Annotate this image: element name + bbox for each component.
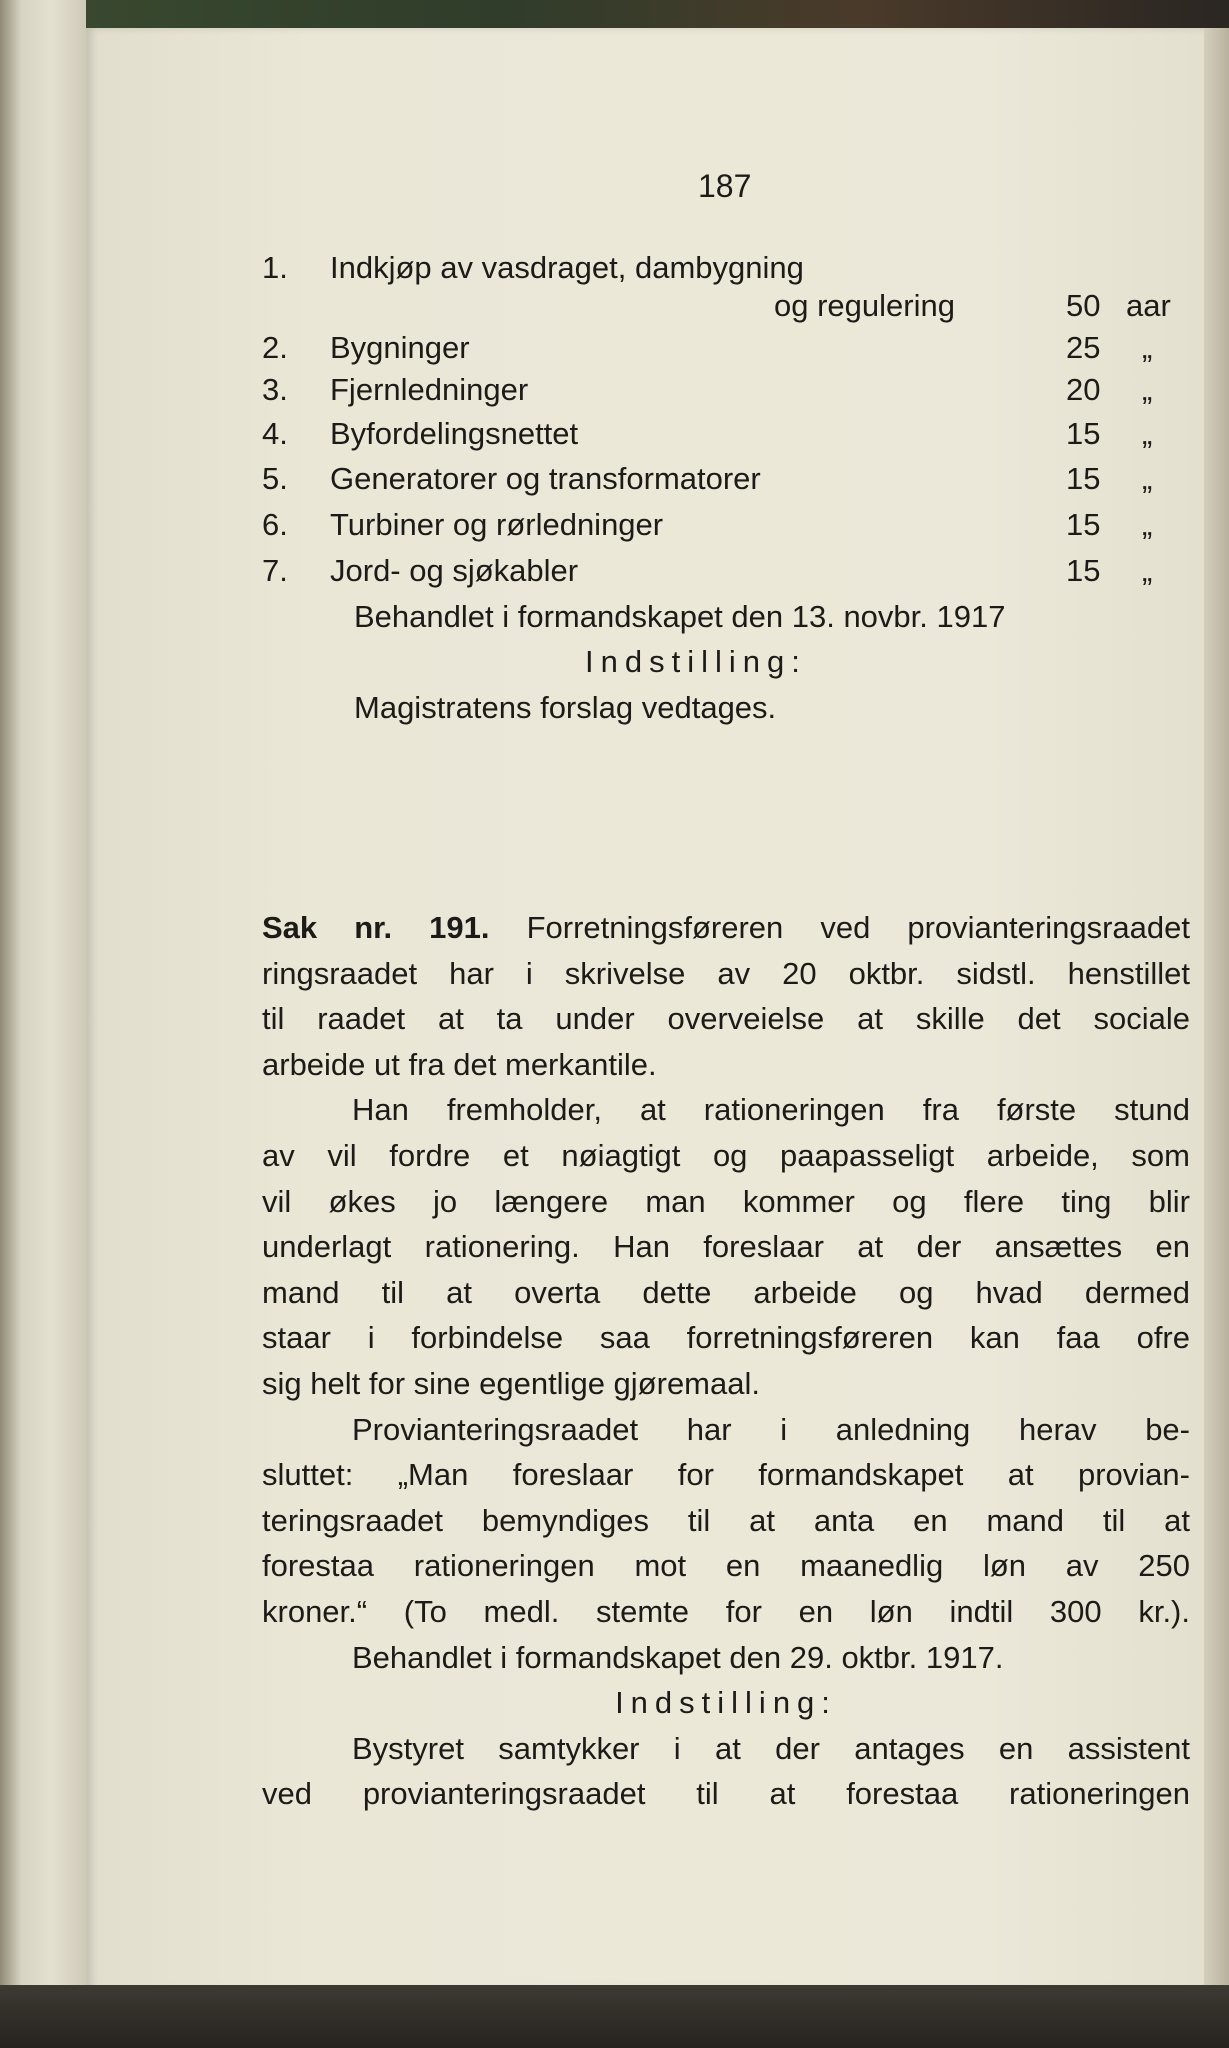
case-text-line: sluttet: „Man foreslaar for formandskapet at provian- bbox=[262, 1457, 1190, 1493]
list-item bbox=[262, 326, 1162, 370]
list-item-unit: „ bbox=[1142, 416, 1153, 451]
list-item-years: 15 bbox=[1066, 553, 1101, 588]
case-text-line: Han fremholder, at rationeringen fra første stund bbox=[352, 1092, 1190, 1128]
list-item-years: 15 bbox=[1066, 461, 1101, 496]
list-item-unit: „ bbox=[1142, 372, 1153, 407]
case-text-line: mand til at overta dette arbeide og hvad dermed bbox=[262, 1274, 1190, 1310]
case-text-line: teringsraadet bemyndiges til at anta en mand til at bbox=[262, 1502, 1190, 1538]
list-item-label: Turbiner og rørledninger bbox=[330, 507, 664, 542]
case-recommendation-heading: Indstilling: bbox=[615, 1685, 837, 1721]
book-binding-edge bbox=[0, 0, 86, 2048]
case-text-line: forestaa rationeringen mot en maanedlig løn av 250 bbox=[262, 1548, 1190, 1584]
list-item-number: 5. bbox=[262, 461, 288, 496]
list-item-label: Generatorer og transformatorer bbox=[330, 461, 761, 496]
list-item-label-continued: og regulering bbox=[774, 288, 955, 323]
case-text-line: kroner.“ (To medl. stemte for en løn indtil 300 kr.). bbox=[262, 1593, 1190, 1629]
case-recommendation-line: Bystyret samtykker i at der antages en assistent bbox=[352, 1730, 1190, 1766]
list-item-continuation bbox=[262, 284, 1171, 328]
case-text-line: ringsraadet har i skrivelse av 20 oktbr. sidstl. henstillet bbox=[262, 955, 1190, 991]
list-item-unit: „ bbox=[1142, 330, 1153, 365]
list-item-number: 6. bbox=[262, 507, 288, 542]
case-section bbox=[262, 905, 1190, 1817]
list-item bbox=[262, 503, 1162, 547]
list-item-unit: „ bbox=[1142, 553, 1153, 588]
case-text-line: Forretningsføreren ved provianteringsraadet bbox=[489, 910, 1190, 945]
list-item-years: 50 bbox=[1066, 288, 1101, 323]
list-item-years: 25 bbox=[1066, 330, 1101, 365]
recommendation-heading: Indstilling: bbox=[585, 644, 807, 679]
case-text-line: til raadet at ta under overveielse at skille det sociale bbox=[262, 1001, 1190, 1037]
page-right-edge bbox=[1204, 28, 1229, 1990]
list-item-unit: „ bbox=[1142, 461, 1153, 496]
list-item-label: Bygninger bbox=[330, 330, 470, 365]
list-item-years: 15 bbox=[1066, 507, 1101, 542]
list-item bbox=[262, 368, 1162, 412]
case-text-line: sig helt for sine egentlige gjøremaal. bbox=[262, 1365, 760, 1401]
list-item-years: 15 bbox=[1066, 416, 1101, 451]
list-item-number: 3. bbox=[262, 372, 288, 407]
case-text-line: staar i forbindelse saa forretningsføreren kan faa ofre bbox=[262, 1320, 1190, 1356]
list-item-unit: „ bbox=[1142, 507, 1153, 542]
list-item-unit: aar bbox=[1126, 288, 1171, 323]
page-number: 187 bbox=[698, 168, 752, 204]
recommendation-text: Magistratens forslag vedtages. bbox=[354, 690, 777, 725]
case-text-line: av vil fordre et nøiagtigt og paapasseligt arbeide, som bbox=[262, 1137, 1190, 1173]
list-item-label: Byfordelingsnettet bbox=[330, 416, 579, 451]
list-item-number: 4. bbox=[262, 416, 288, 451]
case-recommendation-line: ved provianteringsraadet til at forestaa rationeringen bbox=[262, 1776, 1190, 1812]
case-first-line bbox=[262, 905, 1190, 951]
scan-bottom-border bbox=[0, 1985, 1229, 2048]
case-text-line: vil økes jo længere man kommer og flere ting blir bbox=[262, 1183, 1190, 1219]
list-item-years: 20 bbox=[1066, 372, 1101, 407]
list-item-number: 2. bbox=[262, 330, 288, 365]
list-item-label: Indkjøp av vasdraget, dambygning bbox=[330, 250, 804, 285]
case-text-line: arbeide ut fra det merkantile. bbox=[262, 1046, 657, 1082]
case-label: Sak nr. 191. bbox=[262, 910, 490, 945]
list-item-number: 1. bbox=[262, 250, 288, 285]
list-item-label: Jord- og sjøkabler bbox=[330, 553, 579, 588]
treated-note: Behandlet i formandskapet den 13. novbr. 1917 bbox=[354, 599, 1006, 634]
list-item-label: Fjernledninger bbox=[330, 372, 529, 407]
list-item bbox=[262, 549, 1162, 593]
list-item bbox=[262, 412, 1162, 456]
case-text-line: Provianteringsraadet har i anledning herav be- bbox=[352, 1411, 1190, 1447]
scan-top-border bbox=[0, 0, 1229, 30]
case-text-line: underlagt rationering. Han foreslaar at der ansættes en bbox=[262, 1229, 1190, 1265]
case-treated-note: Behandlet i formandskapet den 29. oktbr. 1917. bbox=[352, 1639, 1004, 1675]
list-item bbox=[262, 457, 1162, 501]
list-item-number: 7. bbox=[262, 553, 288, 588]
